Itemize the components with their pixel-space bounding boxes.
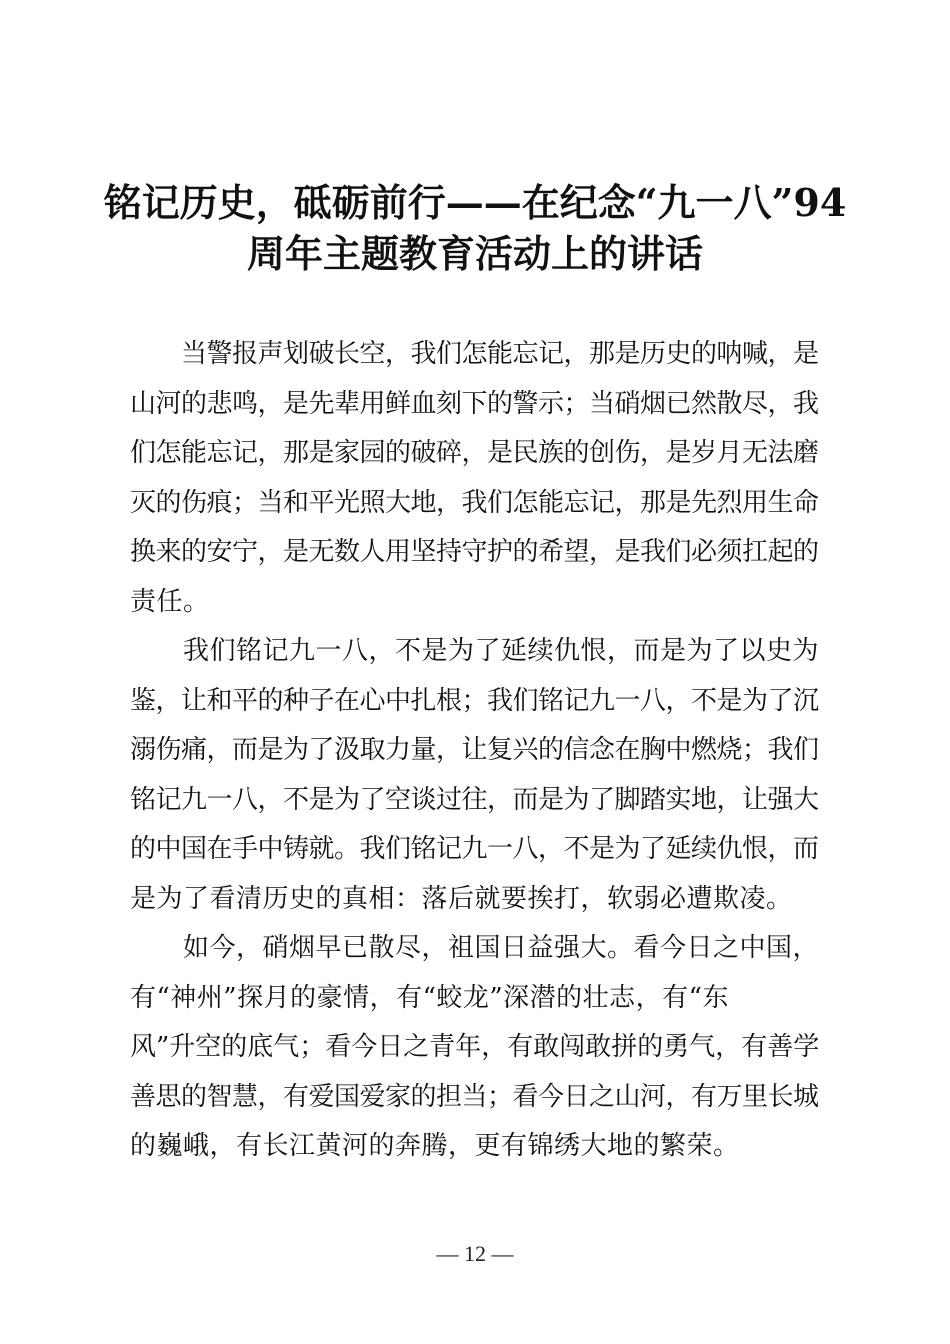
document-title-line-2: 周年主题教育活动上的讲话 bbox=[246, 231, 703, 276]
body-line: 当警报声划破长空，我们怎能忘记，那是历史的呐喊，是 bbox=[130, 339, 819, 369]
body-line: 鉴，让和平的种子在心中扎根；我们铭记九一八，不是为了沉 bbox=[130, 686, 819, 716]
body-line: 有“神州”探月的豪情，有“蛟龙”深潜的壮志，有“东 bbox=[130, 983, 729, 1013]
body-line: 是为了看清历史的真相：落后就要挨打，软弱必遭欺凌。 bbox=[130, 884, 793, 914]
body-line: 换来的安宁，是无数人用坚持守护的希望，是我们必须扛起的 bbox=[130, 537, 819, 567]
body-line: 的巍峨，有长江黄河的奔腾，更有锦绣大地的繁荣。 bbox=[130, 1131, 740, 1161]
body-line: 责任。 bbox=[130, 587, 210, 617]
body-line: 山河的悲鸣，是先辈用鲜血刻下的警示；当硝烟已然散尽，我 bbox=[130, 389, 819, 419]
body-line: 的中国在手中铸就。我们铭记九一八，不是为了延续仇恨，而 bbox=[130, 834, 819, 864]
body-line: 溺伤痛，而是为了汲取力量，让复兴的信念在胸中燃烧；我们 bbox=[130, 735, 819, 765]
body-line: 灭的伤痕；当和平光照大地，我们怎能忘记，那是先烈用生命 bbox=[130, 488, 819, 518]
body-line: 们怎能忘记，那是家园的破碎，是民族的创伤，是岁月无法磨 bbox=[130, 438, 819, 468]
body-line: 如今，硝烟早已散尽，祖国日益强大。看今日之中国， bbox=[130, 933, 820, 963]
body-line: 风”升空的底气；看今日之青年，有敢闯敢拼的勇气，有善学 bbox=[130, 1032, 820, 1062]
body-line: 铭记九一八，不是为了空谈过往，而是为了脚踏实地，让强大 bbox=[130, 785, 819, 815]
document-title-line-1: 铭记历史，砥砺前行——在纪念“九一八”94 bbox=[103, 180, 847, 225]
body-line: 善思的智慧，有爱国爱家的担当；看今日之山河，有万里长城 bbox=[130, 1082, 819, 1112]
body-line: 我们铭记九一八，不是为了延续仇恨，而是为了以史为 bbox=[130, 636, 820, 666]
page-number: — 12 — bbox=[436, 1241, 514, 1266]
